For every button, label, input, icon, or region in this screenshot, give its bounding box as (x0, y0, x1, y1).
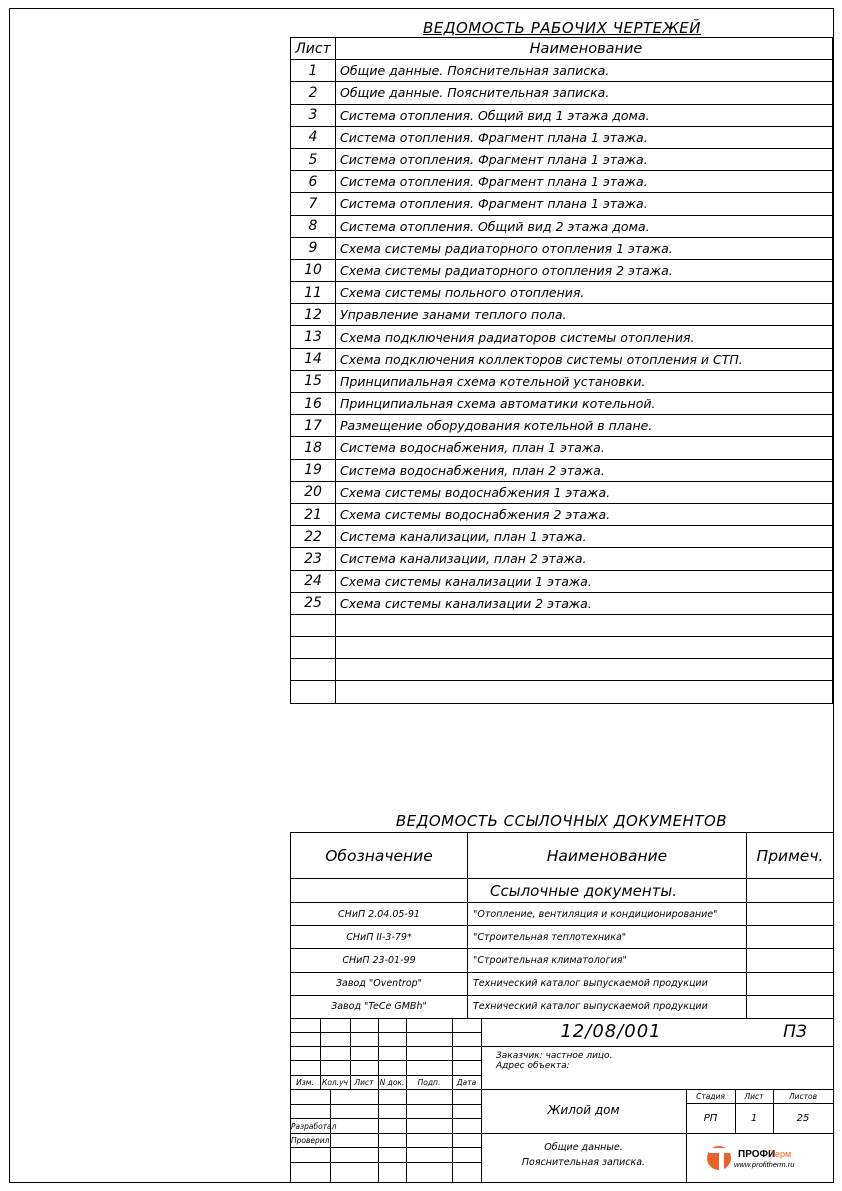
sheet-number: 1 (291, 60, 336, 82)
sheet-name: Общие данные. Пояснительная записка. (336, 60, 833, 82)
table-row (291, 104, 833, 126)
column-header-name: Наименование (336, 38, 833, 60)
empty-cell (291, 879, 468, 903)
sheet-number: 17 (291, 415, 336, 437)
sheet-number: 12 (291, 304, 336, 326)
sheet-name: Схема системы радиаторного отопления 2 этажа. (336, 259, 833, 281)
column-header-note: Примеч. (747, 833, 834, 879)
table-row (291, 215, 833, 237)
reference-designation: СНиП II-3-79* (291, 926, 468, 949)
svg-text:Терм: Терм (770, 1149, 792, 1159)
sheet-number: 7 (291, 193, 336, 215)
sheet-name: Принципиальная схема котельной установки. (336, 370, 833, 392)
sheet-name: Схема подключения коллекторов системы отопления и СТП. (336, 348, 833, 370)
table-row (291, 193, 833, 215)
svg-text:ПРОФИ: ПРОФИ (738, 1149, 776, 1160)
stamp-line (406, 1089, 407, 1183)
table-row (291, 282, 833, 304)
label-ndok: N док. (379, 1078, 405, 1087)
sheet-name (336, 614, 833, 636)
drawings-header-row (291, 38, 833, 60)
sheet-name: Система отопления. Общий вид 2 этажа дома. (336, 215, 833, 237)
table-row (291, 415, 833, 437)
address-text: Адрес объекта: (496, 1061, 570, 1071)
svg-text:www.profitherm.ru: www.profitherm.ru (734, 1160, 795, 1169)
sheet-number: 6 (291, 171, 336, 193)
logo-mark (705, 1138, 825, 1178)
sheet-name: Система отопления. Фрагмент плана 1 этажа. (336, 126, 833, 148)
table-row (291, 237, 833, 259)
table-row (291, 326, 833, 348)
table-row (291, 926, 834, 949)
reference-name: "Отопление, вентиляция и кондиционирование" (468, 903, 747, 926)
column-header-sheet: Лист (291, 38, 336, 60)
sheet-name (336, 681, 833, 703)
sheet-number: 5 (291, 148, 336, 170)
reference-note (747, 995, 834, 1018)
stage-value: РП (703, 1113, 718, 1124)
sheet-name: Система отопления. Фрагмент плана 1 этажа. (336, 193, 833, 215)
label-podp: Подп. (417, 1078, 441, 1087)
reference-note (747, 972, 834, 995)
sheet-number (291, 614, 336, 636)
reference-name: Технический каталог выпускаемой продукции (468, 995, 747, 1018)
sheet-number: 20 (291, 481, 336, 503)
reference-name: "Строительная теплотехника" (468, 926, 747, 949)
table-row (291, 60, 833, 82)
sheet-name (336, 637, 833, 659)
label-izm: Изм. (296, 1078, 314, 1087)
references-header-row (291, 833, 834, 879)
reference-note (747, 926, 834, 949)
table-row (291, 637, 833, 659)
sheets-label: Листов (788, 1092, 817, 1101)
drawings-list-title: ВЕДОМОСТЬ РАБОЧИХ ЧЕРТЕЖЕЙ (423, 19, 701, 37)
label-developed: Разработал (291, 1122, 337, 1131)
sheet-number: 8 (291, 215, 336, 237)
sheet-number: 19 (291, 459, 336, 481)
sheet-name: Система канализации, план 1 этажа. (336, 526, 833, 548)
sheet-number: 25 (291, 592, 336, 614)
label-kol: Кол.уч (322, 1078, 348, 1087)
table-row (291, 995, 834, 1018)
drawings-table (290, 37, 833, 704)
sheet-name: Принципиальная схема автоматики котельной. (336, 393, 833, 415)
sheet-name: Система отопления. Фрагмент плана 1 этажа. (336, 148, 833, 170)
document-type: ПЗ (783, 1022, 807, 1042)
table-row (291, 393, 833, 415)
sheet-number: 13 (291, 326, 336, 348)
sheet-name: Схема системы водоснабжения 1 этажа. (336, 481, 833, 503)
label-checked: Проверил (291, 1136, 330, 1145)
stamp-line (290, 1089, 833, 1090)
sheet-number (291, 637, 336, 659)
sheet-number: 23 (291, 548, 336, 570)
section-title-1: Общие данные. (544, 1142, 623, 1153)
table-row (291, 304, 833, 326)
sheet-name (336, 659, 833, 681)
sheet-name: Система водоснабжения, план 2 этажа. (336, 459, 833, 481)
table-row (291, 459, 833, 481)
sheet-number: 16 (291, 393, 336, 415)
sheet-number: 4 (291, 126, 336, 148)
sheet-number: 18 (291, 437, 336, 459)
table-row (291, 681, 833, 703)
table-row (291, 570, 833, 592)
table-row (291, 526, 833, 548)
sheet-name: Схема подключения радиаторов системы отопления. (336, 326, 833, 348)
table-row (291, 481, 833, 503)
sheet-number: 9 (291, 237, 336, 259)
customer-text: Заказчик: частное лицо. (496, 1051, 613, 1061)
column-header-designation: Обозначение (291, 833, 468, 879)
table-row (291, 348, 833, 370)
table-row (291, 259, 833, 281)
table-row (291, 903, 834, 926)
sheet-name: Размещение оборудования котельной в плане. (336, 415, 833, 437)
sheet-number: 22 (291, 526, 336, 548)
references-subheader: Ссылочные документы. (468, 879, 747, 903)
sheet-number (291, 659, 336, 681)
sheets-value: 25 (796, 1113, 810, 1124)
sheet-number: 10 (291, 259, 336, 281)
reference-designation: Завод "TeCe GMBh" (291, 995, 468, 1018)
sheet-number: 3 (291, 104, 336, 126)
reference-note (747, 903, 834, 926)
sheet-name: Схема системы польного отопления. (336, 282, 833, 304)
reference-designation: Завод "Oventrop" (291, 972, 468, 995)
table-row (291, 437, 833, 459)
sheet-name: Система водоснабжения, план 1 этажа. (336, 437, 833, 459)
references-body (291, 879, 834, 1019)
company-logo (705, 1138, 825, 1178)
sheet-number: 21 (291, 503, 336, 525)
reference-name: "Строительная климатология" (468, 949, 747, 972)
references-table (290, 832, 834, 1019)
table-row (291, 972, 834, 995)
sheet-name: Общие данные. Пояснительная записка. (336, 82, 833, 104)
stamp-line (686, 1089, 687, 1183)
sheet-label: Лист (744, 1092, 764, 1101)
reference-designation: СНиП 23-01-99 (291, 949, 468, 972)
sheet-name: Схема системы канализации 2 этажа. (336, 592, 833, 614)
sheet-name: Управление занами теплого пола. (336, 304, 833, 326)
sheet-number: 14 (291, 348, 336, 370)
sheet-name: Система отопления. Общий вид 1 этажа дома. (336, 104, 833, 126)
stamp-line (290, 1018, 291, 1183)
table-row (291, 949, 834, 972)
reference-note (747, 949, 834, 972)
references-title: ВЕДОМОСТЬ ССЫЛОЧНЫХ ДОКУМЕНТОВ (395, 812, 728, 830)
sheet-name: Схема системы канализации 1 этажа. (336, 570, 833, 592)
sheet-value: 1 (750, 1113, 758, 1124)
drawings-body (291, 60, 833, 703)
table-row (291, 171, 833, 193)
stamp-line (686, 1103, 833, 1104)
table-row (291, 148, 833, 170)
empty-cell (747, 879, 834, 903)
document-code: 12/08/001 (560, 1021, 662, 1042)
table-row (291, 126, 833, 148)
table-row (291, 548, 833, 570)
object-name: Жилой дом (547, 1103, 620, 1117)
section-title-2: Пояснительная записка. (521, 1157, 646, 1168)
sheet-name: Система канализации, план 2 этажа. (336, 548, 833, 570)
label-list: Лист (354, 1078, 374, 1087)
table-row (291, 614, 833, 636)
sheet-number (291, 681, 336, 703)
references-subheader-row (291, 879, 834, 903)
reference-designation: СНиП 2.04.05-91 (291, 903, 468, 926)
sheet-number: 2 (291, 82, 336, 104)
stamp-line (481, 1133, 833, 1134)
stamp-line (452, 1089, 453, 1183)
sheet-number: 11 (291, 282, 336, 304)
sheet-name: Система отопления. Фрагмент плана 1 этажа. (336, 171, 833, 193)
stamp-line (378, 1089, 379, 1183)
sheet-number: 15 (291, 370, 336, 392)
sheet-number: 24 (291, 570, 336, 592)
table-row (291, 659, 833, 681)
reference-name: Технический каталог выпускаемой продукции (468, 972, 747, 995)
column-header-name: Наименование (468, 833, 747, 879)
table-row (291, 592, 833, 614)
stage-label: Стадия (696, 1092, 725, 1101)
table-row (291, 82, 833, 104)
stamp-line (481, 1046, 833, 1047)
sheet-name: Схема системы радиаторного отопления 1 этажа. (336, 237, 833, 259)
label-data: Дата (456, 1078, 477, 1087)
table-row (291, 370, 833, 392)
sheet-name: Схема системы водоснабжения 2 этажа. (336, 503, 833, 525)
table-row (291, 503, 833, 525)
